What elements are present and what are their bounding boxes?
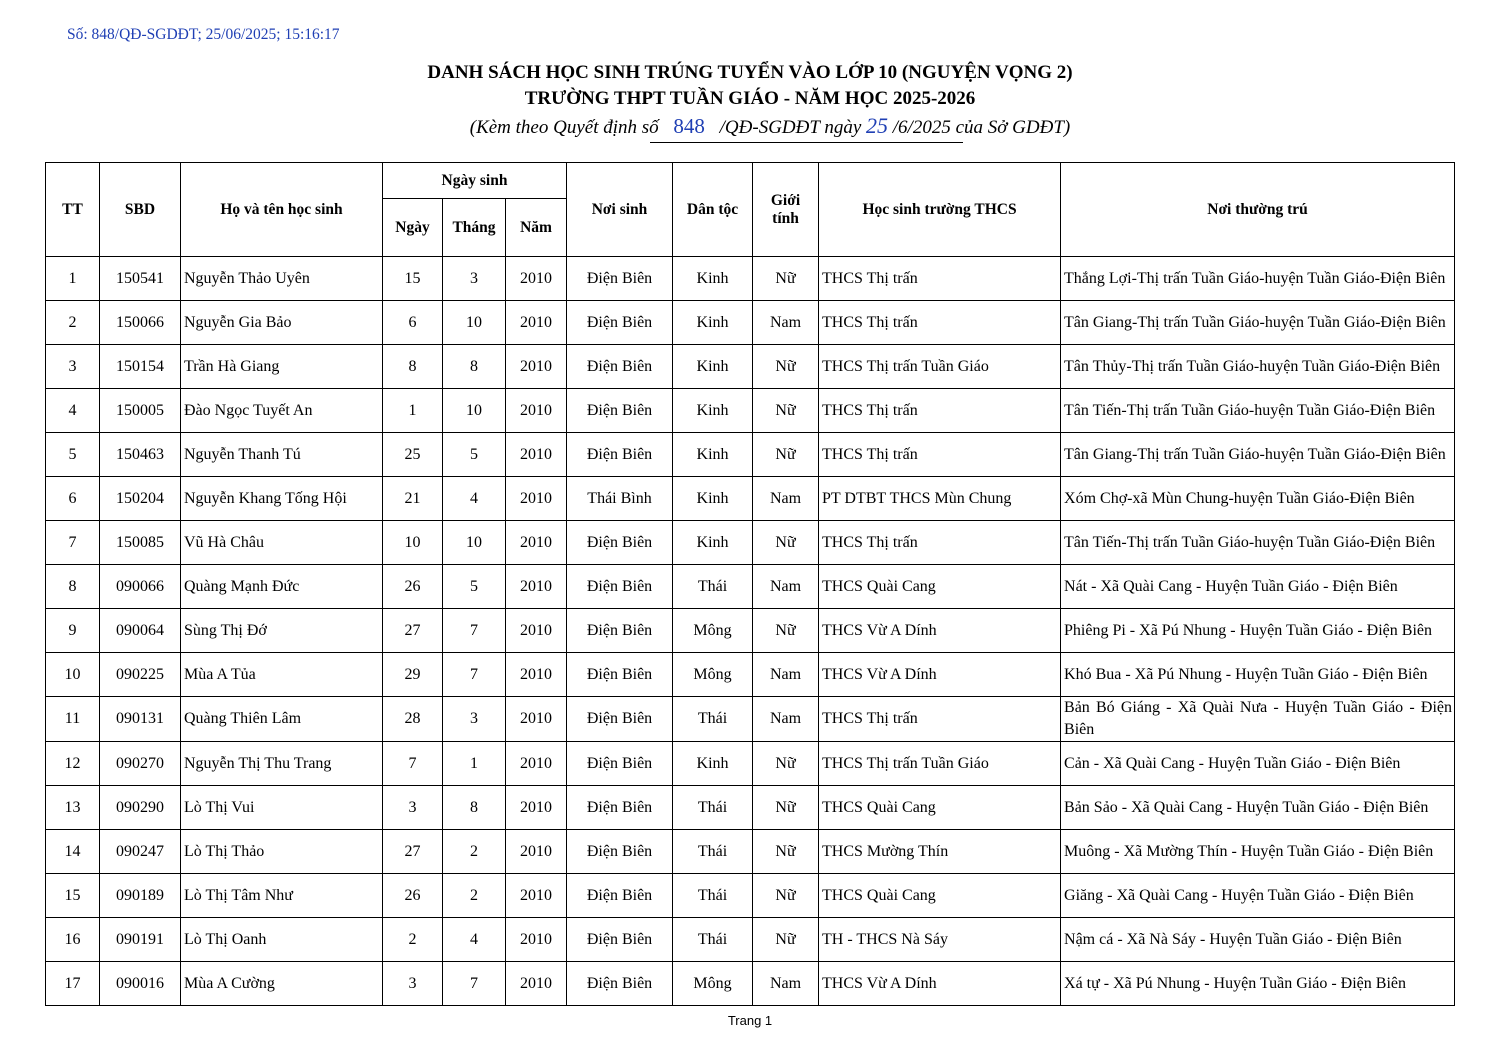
cell-name: Mùa A Cường [181, 962, 383, 1006]
cell-month: 7 [443, 609, 506, 653]
cell-school: PT DTBT THCS Mùn Chung [819, 477, 1061, 521]
cell-day: 3 [383, 786, 443, 830]
table-row [46, 433, 1455, 477]
header-birthplace: Nơi sinh [567, 163, 673, 257]
table-row [46, 830, 1455, 874]
cell-birthplace: Điện Biên [567, 786, 673, 830]
cell-residence: Nậm cá - Xã Nà Sáy - Huyện Tuần Giáo - Điện Biên [1061, 918, 1455, 962]
cell-ethnicity: Mông [673, 609, 753, 653]
cell-sbd: 090064 [100, 609, 181, 653]
cell-residence: Tân Tiến-Thị trấn Tuần Giáo-huyện Tuần Giáo-Điện Biên [1061, 389, 1455, 433]
cell-gender: Nữ [753, 786, 819, 830]
cell-month: 10 [443, 301, 506, 345]
cell-residence: Giăng - Xã Quài Cang - Huyện Tuần Giáo - Điện Biên [1061, 874, 1455, 918]
cell-tt: 13 [46, 786, 100, 830]
subtitle-prefix: (Kèm theo Quyết định số [469, 117, 659, 138]
cell-name: Lò Thị Thảo [181, 830, 383, 874]
cell-year: 2010 [506, 565, 567, 609]
cell-birthplace: Điện Biên [567, 389, 673, 433]
cell-day: 29 [383, 653, 443, 697]
cell-tt: 11 [46, 697, 100, 742]
cell-ethnicity: Kinh [673, 477, 753, 521]
cell-residence: Tân Giang-Thị trấn Tuần Giáo-huyện Tuần Giáo-Điện Biên [1061, 301, 1455, 345]
cell-residence: Tân Giang-Thị trấn Tuần Giáo-huyện Tuần Giáo-Điện Biên [1061, 433, 1455, 477]
cell-sbd: 090225 [100, 653, 181, 697]
cell-school: THCS Quài Cang [819, 786, 1061, 830]
table-row [46, 301, 1455, 345]
table-header [46, 163, 1455, 257]
school-title: TRƯỜNG THPT TUẦN GIÁO - NĂM HỌC 2025-2026 [524, 88, 976, 109]
cell-ethnicity: Mông [673, 962, 753, 1006]
cell-residence: Khó Bua - Xã Pú Nhung - Huyện Tuần Giáo - Điện Biên [1061, 653, 1455, 697]
cell-ethnicity: Kinh [673, 257, 753, 301]
cell-name: Vũ Hà Châu [181, 521, 383, 565]
subtitle-middle: /QĐ-SGDĐT ngày [719, 117, 862, 138]
cell-gender: Nữ [753, 609, 819, 653]
cell-month: 4 [443, 918, 506, 962]
cell-residence: Thắng Lợi-Thị trấn Tuần Giáo-huyện Tuần Giáo-Điện Biên [1061, 257, 1455, 301]
table-row [46, 345, 1455, 389]
cell-ethnicity: Kinh [673, 389, 753, 433]
cell-gender: Nữ [753, 433, 819, 477]
header-residence: Nơi thường trú [1061, 163, 1455, 257]
cell-month: 7 [443, 962, 506, 1006]
cell-sbd: 090270 [100, 742, 181, 786]
cell-gender: Nữ [753, 389, 819, 433]
cell-month: 5 [443, 433, 506, 477]
cell-ethnicity: Kinh [673, 742, 753, 786]
cell-name: Nguyễn Gia Bảo [181, 301, 383, 345]
cell-birthplace: Điện Biên [567, 653, 673, 697]
cell-year: 2010 [506, 874, 567, 918]
header-sbd: SBD [100, 163, 181, 257]
cell-birthplace: Điện Biên [567, 521, 673, 565]
cell-day: 1 [383, 389, 443, 433]
cell-sbd: 090290 [100, 786, 181, 830]
table-row [46, 874, 1455, 918]
cell-month: 4 [443, 477, 506, 521]
cell-day: 8 [383, 345, 443, 389]
cell-residence: Xóm Chợ-xã Mùn Chung-huyện Tuần Giáo-Điện Biên [1061, 477, 1455, 521]
cell-tt: 3 [46, 345, 100, 389]
cell-school: THCS Vừ A Dính [819, 653, 1061, 697]
cell-residence: Tân Thủy-Thị trấn Tuần Giáo-huyện Tuần Giáo-Điện Biên [1061, 345, 1455, 389]
cell-month: 3 [443, 697, 506, 742]
cell-day: 26 [383, 565, 443, 609]
cell-sbd: 150541 [100, 257, 181, 301]
cell-name: Trần Hà Giang [181, 345, 383, 389]
cell-sbd: 150005 [100, 389, 181, 433]
header-month: Tháng [443, 199, 506, 257]
cell-ethnicity: Kinh [673, 521, 753, 565]
cell-gender: Nữ [753, 918, 819, 962]
cell-day: 2 [383, 918, 443, 962]
cell-gender: Nam [753, 697, 819, 742]
cell-ethnicity: Kinh [673, 433, 753, 477]
cell-name: Sùng Thị Đớ [181, 609, 383, 653]
document-reference: Số: 848/QĐ-SGDĐT; 25/06/2025; 15:16:17 [67, 26, 340, 43]
cell-tt: 15 [46, 874, 100, 918]
table-row [46, 565, 1455, 609]
cell-sbd: 150463 [100, 433, 181, 477]
table-row [46, 918, 1455, 962]
cell-sbd: 090131 [100, 697, 181, 742]
cell-birthplace: Điện Biên [567, 345, 673, 389]
table-row [46, 257, 1455, 301]
cell-tt: 16 [46, 918, 100, 962]
cell-birthplace: Điện Biên [567, 609, 673, 653]
cell-day: 3 [383, 962, 443, 1006]
subtitle-suffix: /6/2025 của Sở GDĐT) [892, 117, 1071, 138]
cell-year: 2010 [506, 786, 567, 830]
cell-school: THCS Thị trấn [819, 521, 1061, 565]
cell-tt: 5 [46, 433, 100, 477]
cell-name: Lò Thị Oanh [181, 918, 383, 962]
cell-year: 2010 [506, 653, 567, 697]
cell-school: TH - THCS Nà Sáy [819, 918, 1061, 962]
cell-sbd: 150085 [100, 521, 181, 565]
table-row [46, 742, 1455, 786]
cell-name: Lò Thị Vui [181, 786, 383, 830]
cell-sbd: 150066 [100, 301, 181, 345]
header-school: Học sinh trường THCS [819, 163, 1061, 257]
page-number: Trang 1 [727, 1013, 773, 1028]
cell-year: 2010 [506, 345, 567, 389]
header-name: Họ và tên học sinh [181, 163, 383, 257]
header-year: Năm [506, 199, 567, 257]
cell-name: Quàng Mạnh Đức [181, 565, 383, 609]
table-row [46, 697, 1455, 742]
cell-residence: Xá tự - Xã Pú Nhung - Huyện Tuần Giáo - Điện Biên [1061, 962, 1455, 1006]
cell-tt: 2 [46, 301, 100, 345]
cell-day: 15 [383, 257, 443, 301]
cell-school: THCS Thị trấn [819, 301, 1061, 345]
cell-day: 27 [383, 609, 443, 653]
cell-name: Nguyễn Thảo Uyên [181, 257, 383, 301]
cell-tt: 4 [46, 389, 100, 433]
cell-school: THCS Thị trấn Tuần Giáo [819, 345, 1061, 389]
cell-tt: 17 [46, 962, 100, 1006]
cell-tt: 8 [46, 565, 100, 609]
cell-tt: 6 [46, 477, 100, 521]
cell-month: 10 [443, 389, 506, 433]
cell-ethnicity: Thái [673, 918, 753, 962]
table-row [46, 609, 1455, 653]
cell-ethnicity: Thái [673, 565, 753, 609]
cell-tt: 10 [46, 653, 100, 697]
cell-ethnicity: Kinh [673, 345, 753, 389]
table-row [46, 521, 1455, 565]
table-row [46, 477, 1455, 521]
cell-month: 2 [443, 874, 506, 918]
cell-gender: Nữ [753, 830, 819, 874]
cell-year: 2010 [506, 389, 567, 433]
cell-residence: Tân Tiến-Thị trấn Tuần Giáo-huyện Tuần Giáo-Điện Biên [1061, 521, 1455, 565]
cell-day: 25 [383, 433, 443, 477]
cell-name: Đào Ngọc Tuyết An [181, 389, 383, 433]
cell-gender: Nữ [753, 742, 819, 786]
cell-gender: Nam [753, 962, 819, 1006]
cell-gender: Nữ [753, 521, 819, 565]
cell-gender: Nam [753, 565, 819, 609]
cell-month: 3 [443, 257, 506, 301]
cell-birthplace: Điện Biên [567, 874, 673, 918]
cell-name: Nguyễn Thị Thu Trang [181, 742, 383, 786]
cell-month: 1 [443, 742, 506, 786]
cell-school: THCS Thị trấn Tuần Giáo [819, 742, 1061, 786]
table-row [46, 786, 1455, 830]
cell-school: THCS Thị trấn [819, 433, 1061, 477]
cell-residence: Nát - Xã Quài Cang - Huyện Tuần Giáo - Điện Biên [1061, 565, 1455, 609]
cell-residence: Bản Bó Giáng - Xã Quài Nưa - Huyện Tuần Giáo - Điện Biên [1061, 697, 1455, 742]
cell-year: 2010 [506, 962, 567, 1006]
cell-birthplace: Điện Biên [567, 962, 673, 1006]
cell-month: 8 [443, 345, 506, 389]
cell-school: THCS Quài Cang [819, 565, 1061, 609]
cell-ethnicity: Thái [673, 874, 753, 918]
cell-sbd: 090189 [100, 874, 181, 918]
table-row [46, 962, 1455, 1006]
cell-school: THCS Vừ A Dính [819, 609, 1061, 653]
cell-birthplace: Điện Biên [567, 697, 673, 742]
cell-gender: Nữ [753, 257, 819, 301]
table-row [46, 389, 1455, 433]
header-ethnicity: Dân tộc [673, 163, 753, 257]
decision-number: 848 [673, 114, 705, 138]
cell-tt: 7 [46, 521, 100, 565]
cell-day: 26 [383, 874, 443, 918]
cell-sbd: 150204 [100, 477, 181, 521]
cell-residence: Cản - Xã Quài Cang - Huyện Tuần Giáo - Điện Biên [1061, 742, 1455, 786]
cell-residence: Muông - Xã Mường Thín - Huyện Tuần Giáo - Điện Biên [1061, 830, 1455, 874]
table-body [46, 257, 1455, 1006]
cell-birthplace: Điện Biên [567, 742, 673, 786]
cell-year: 2010 [506, 918, 567, 962]
cell-name: Mùa A Tủa [181, 653, 383, 697]
cell-year: 2010 [506, 301, 567, 345]
cell-month: 7 [443, 653, 506, 697]
cell-year: 2010 [506, 830, 567, 874]
cell-ethnicity: Thái [673, 830, 753, 874]
cell-tt: 14 [46, 830, 100, 874]
cell-school: THCS Thị trấn [819, 257, 1061, 301]
cell-birthplace: Điện Biên [567, 565, 673, 609]
cell-month: 8 [443, 786, 506, 830]
cell-tt: 12 [46, 742, 100, 786]
cell-residence: Phiêng Pi - Xã Pú Nhung - Huyện Tuần Giáo - Điện Biên [1061, 609, 1455, 653]
cell-birthplace: Điện Biên [567, 301, 673, 345]
cell-month: 2 [443, 830, 506, 874]
cell-tt: 9 [46, 609, 100, 653]
subtitle-underline [650, 142, 963, 143]
cell-gender: Nữ [753, 874, 819, 918]
cell-gender: Nữ [753, 345, 819, 389]
cell-year: 2010 [506, 609, 567, 653]
header-gender: Giới tính [753, 163, 819, 257]
cell-name: Quàng Thiên Lâm [181, 697, 383, 742]
decision-day: 25 [866, 113, 889, 138]
cell-birthplace: Điện Biên [567, 257, 673, 301]
cell-month: 5 [443, 565, 506, 609]
cell-day: 28 [383, 697, 443, 742]
cell-sbd: 090066 [100, 565, 181, 609]
header-day: Ngày [383, 199, 443, 257]
header-tt: TT [46, 163, 100, 257]
cell-ethnicity: Thái [673, 786, 753, 830]
cell-birthplace: Điện Biên [567, 830, 673, 874]
cell-year: 2010 [506, 521, 567, 565]
cell-year: 2010 [506, 257, 567, 301]
cell-ethnicity: Thái [673, 697, 753, 742]
table-row [46, 653, 1455, 697]
cell-day: 21 [383, 477, 443, 521]
cell-sbd: 090247 [100, 830, 181, 874]
cell-year: 2010 [506, 742, 567, 786]
student-list-table [45, 162, 1455, 1006]
cell-name: Nguyễn Thanh Tú [181, 433, 383, 477]
cell-sbd: 090191 [100, 918, 181, 962]
cell-day: 7 [383, 742, 443, 786]
cell-month: 10 [443, 521, 506, 565]
cell-tt: 1 [46, 257, 100, 301]
cell-sbd: 150154 [100, 345, 181, 389]
cell-sbd: 090016 [100, 962, 181, 1006]
cell-school: THCS Thị trấn [819, 697, 1061, 742]
cell-day: 27 [383, 830, 443, 874]
cell-name: Nguyễn Khang Tống Hội [181, 477, 383, 521]
cell-day: 6 [383, 301, 443, 345]
document-title: DANH SÁCH HỌC SINH TRÚNG TUYỂN VÀO LỚP 10 (NGUYỆN VỌNG 2) [427, 62, 1073, 83]
cell-birthplace: Thái Bình [567, 477, 673, 521]
cell-school: THCS Vừ A Dính [819, 962, 1061, 1006]
cell-ethnicity: Mông [673, 653, 753, 697]
cell-gender: Nam [753, 301, 819, 345]
cell-ethnicity: Kinh [673, 301, 753, 345]
cell-school: THCS Thị trấn [819, 389, 1061, 433]
cell-birthplace: Điện Biên [567, 918, 673, 962]
cell-birthplace: Điện Biên [567, 433, 673, 477]
cell-gender: Nam [753, 477, 819, 521]
cell-gender: Nam [753, 653, 819, 697]
header-dob: Ngày sinh [383, 163, 567, 199]
cell-day: 10 [383, 521, 443, 565]
cell-name: Lò Thị Tâm Như [181, 874, 383, 918]
cell-school: THCS Mường Thín [819, 830, 1061, 874]
cell-year: 2010 [506, 697, 567, 742]
decision-subtitle [0, 113, 1500, 139]
cell-residence: Bản Sảo - Xã Quài Cang - Huyện Tuần Giáo - Điện Biên [1061, 786, 1455, 830]
cell-year: 2010 [506, 433, 567, 477]
cell-school: THCS Quài Cang [819, 874, 1061, 918]
cell-year: 2010 [506, 477, 567, 521]
